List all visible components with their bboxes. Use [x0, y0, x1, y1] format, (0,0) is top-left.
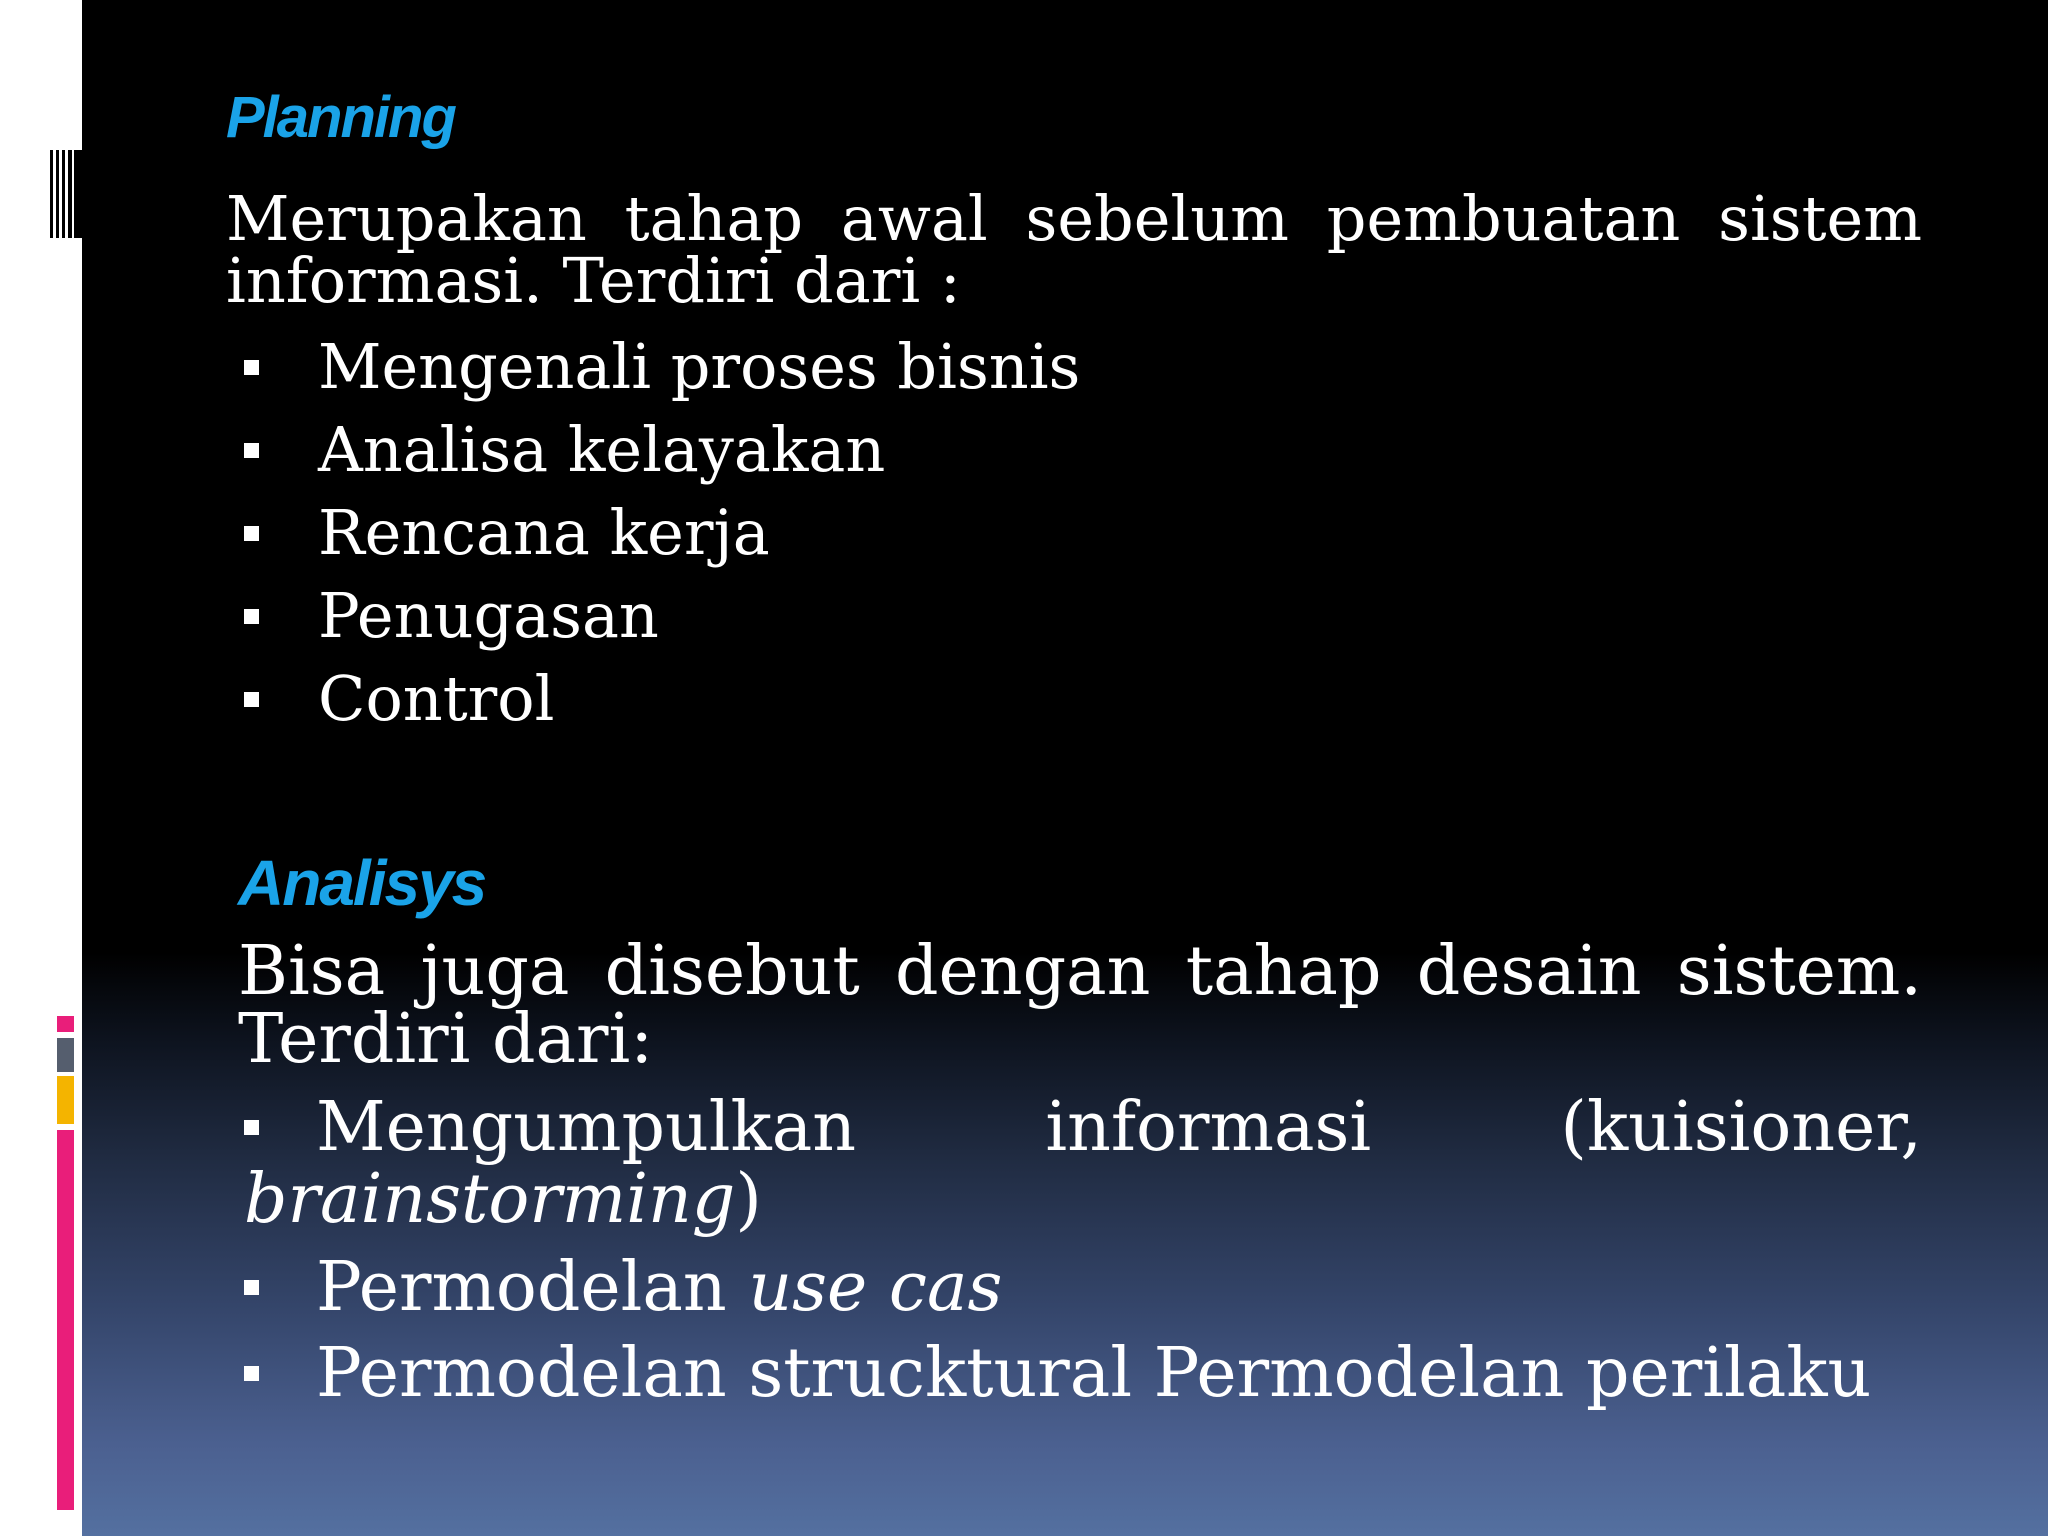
list-item-label: Permodelan [316, 1248, 749, 1327]
list-item-text: ) [735, 1160, 762, 1239]
accent-bar-pink [57, 1130, 74, 1510]
list-item [244, 1248, 1922, 1338]
planning-intro-line1: Merupakan tahap awal sebelum pembuatan sistem [226, 182, 1922, 255]
list-item-label: Permodelan strucktural Permodelan perilaku [316, 1334, 1872, 1413]
analysis-intro [238, 932, 1922, 1079]
list-item-label: Penugasan [318, 579, 659, 652]
planning-list [244, 332, 1080, 747]
left-strip [0, 0, 82, 1536]
list-item-word: Mengumpulkan [316, 1088, 857, 1167]
planning-intro-line2: informasi. Terdiri dari : [226, 244, 961, 317]
accent-bar-grey [57, 1038, 74, 1072]
accent-bar-amber [57, 1076, 74, 1124]
bullet-icon [244, 526, 259, 541]
analysis-list [244, 1088, 1922, 1424]
list-item [244, 415, 1080, 498]
list-item-label: Control [318, 662, 555, 735]
list-item [244, 1334, 1922, 1424]
planning-heading: Planning [226, 85, 455, 150]
list-item [244, 664, 1080, 747]
list-item-italic: use cas [748, 1248, 1003, 1327]
analysis-heading: Analisys [238, 847, 486, 919]
list-item [244, 1088, 1922, 1252]
list-item-label: Analisa kelayakan [318, 413, 886, 486]
bullet-icon [244, 1280, 259, 1295]
bullet-icon [244, 1366, 259, 1381]
list-item-label: Rencana kerja [318, 496, 770, 569]
list-item-label: Mengenali proses bisnis [318, 330, 1081, 403]
list-item [244, 581, 1080, 664]
analysis-intro-line1: Bisa juga disebut dengan tahap desain sistem. [238, 932, 1922, 1011]
bullet-icon [244, 443, 259, 458]
list-item [244, 332, 1080, 415]
list-item-word: (kuisioner, [1560, 1088, 1922, 1167]
bullet-icon [244, 360, 259, 375]
bullet-icon [244, 692, 259, 707]
list-item-italic: brainstorming [244, 1160, 736, 1239]
list-item [244, 498, 1080, 581]
list-item-line2 [244, 1160, 1922, 1239]
list-item-line1 [244, 1088, 1922, 1167]
list-item-word: informasi [1045, 1088, 1372, 1167]
accent-bar-pink-top [57, 1016, 74, 1032]
decorative-lines-icon [50, 150, 78, 238]
bullet-icon [244, 1120, 259, 1135]
analysis-intro-line2: Terdiri dari: [238, 1000, 654, 1079]
bullet-icon [244, 609, 259, 624]
planning-intro [226, 182, 1922, 317]
